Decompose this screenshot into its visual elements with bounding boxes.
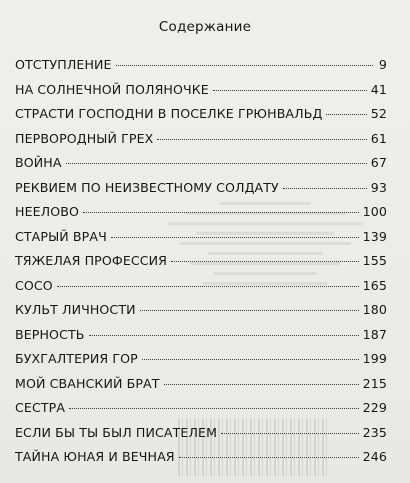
toc-entry-page: 155 <box>362 253 387 268</box>
toc-entry <box>15 400 387 425</box>
toc-entry-title: СТАРЫЙ ВРАЧ <box>15 228 107 244</box>
toc-entry <box>15 425 387 450</box>
dot-leader <box>89 335 359 336</box>
toc-entry-title: ВОЙНА <box>15 155 62 170</box>
toc-entry-title: НЕЕЛОВО <box>15 204 80 219</box>
dot-leader <box>221 433 359 434</box>
toc-entry-title: ОТСТУПЛЕНИЕ <box>15 57 112 72</box>
toc-entry <box>15 180 387 205</box>
toc-entry <box>15 278 387 303</box>
toc-entry-page: 139 <box>362 228 387 244</box>
dot-leader <box>179 457 359 458</box>
toc-entry-page: 199 <box>362 351 387 366</box>
toc-entry-title: РЕКВИЕМ ПО НЕИЗВЕСТНОМУ СОЛДАТУ <box>15 179 279 195</box>
table-of-contents <box>15 57 387 474</box>
dot-leader <box>213 90 367 91</box>
dot-leader <box>157 139 366 140</box>
dot-leader <box>83 212 359 213</box>
toc-entry <box>15 131 387 156</box>
toc-entry-title: СЕСТРА <box>15 400 66 415</box>
contents-heading: Содержание <box>158 19 252 35</box>
toc-entry-page: 246 <box>362 449 387 464</box>
toc-entry <box>15 376 387 401</box>
dot-leader <box>57 286 359 287</box>
toc-entry <box>15 204 387 229</box>
toc-entry <box>15 82 387 107</box>
toc-entry <box>15 57 387 82</box>
dot-leader <box>111 237 359 238</box>
toc-entry <box>15 351 387 376</box>
toc-entry <box>15 155 387 180</box>
toc-entry <box>15 106 387 131</box>
dot-leader <box>283 188 367 189</box>
dot-leader <box>116 65 373 66</box>
toc-entry-page: 100 <box>362 204 387 219</box>
toc-entry-page: 67 <box>370 155 387 170</box>
toc-entry-page: 52 <box>370 106 387 121</box>
toc-entry-page: 41 <box>370 81 387 97</box>
toc-entry-page: 235 <box>362 424 387 440</box>
toc-entry <box>15 449 387 474</box>
toc-entry-title: БУХГАЛТЕРИЯ ГОР <box>15 351 138 366</box>
toc-entry-title: СОСО <box>15 277 53 293</box>
toc-entry-title: ПЕРВОРОДНЫЙ ГРЕХ <box>15 130 154 146</box>
toc-entry <box>15 327 387 352</box>
toc-entry-page: 9 <box>378 57 387 72</box>
toc-entry-title: КУЛЬТ ЛИЧНОСТИ <box>15 302 136 317</box>
dot-leader <box>164 384 359 385</box>
toc-entry-title: СТРАСТИ ГОСПОДНИ В ПОСЕЛКЕ ГРЮНВАЛЬД <box>15 106 323 121</box>
toc-entry-title: ВЕРНОСТЬ <box>15 326 85 342</box>
dot-leader <box>326 114 366 115</box>
toc-entry-page: 61 <box>370 130 387 146</box>
toc-entry-page: 229 <box>362 400 387 415</box>
toc-entry-title: ЕСЛИ БЫ ТЫ БЫЛ ПИСАТЕЛЕМ <box>15 424 218 440</box>
dot-leader <box>171 261 359 262</box>
toc-entry <box>15 229 387 254</box>
toc-entry <box>15 253 387 278</box>
toc-entry-title: НА СОЛНЕЧНОЙ ПОЛЯНОЧКЕ <box>15 81 209 97</box>
toc-entry-page: 180 <box>362 302 387 317</box>
toc-entry-page: 215 <box>362 375 387 391</box>
dot-leader <box>140 310 359 311</box>
dot-leader <box>69 408 359 409</box>
toc-entry-title: ТАЙНА ЮНАЯ И ВЕЧНАЯ <box>15 449 175 464</box>
toc-entry-title: МОЙ СВАНСКИЙ БРАТ <box>15 375 160 391</box>
toc-entry-page: 165 <box>362 277 387 293</box>
toc-entry-page: 93 <box>370 179 387 195</box>
toc-entry-title: ТЯЖЕЛАЯ ПРОФЕССИЯ <box>15 253 168 268</box>
dot-leader <box>142 359 359 360</box>
toc-entry-page: 187 <box>362 326 387 342</box>
toc-entry <box>15 302 387 327</box>
dot-leader <box>66 163 367 164</box>
